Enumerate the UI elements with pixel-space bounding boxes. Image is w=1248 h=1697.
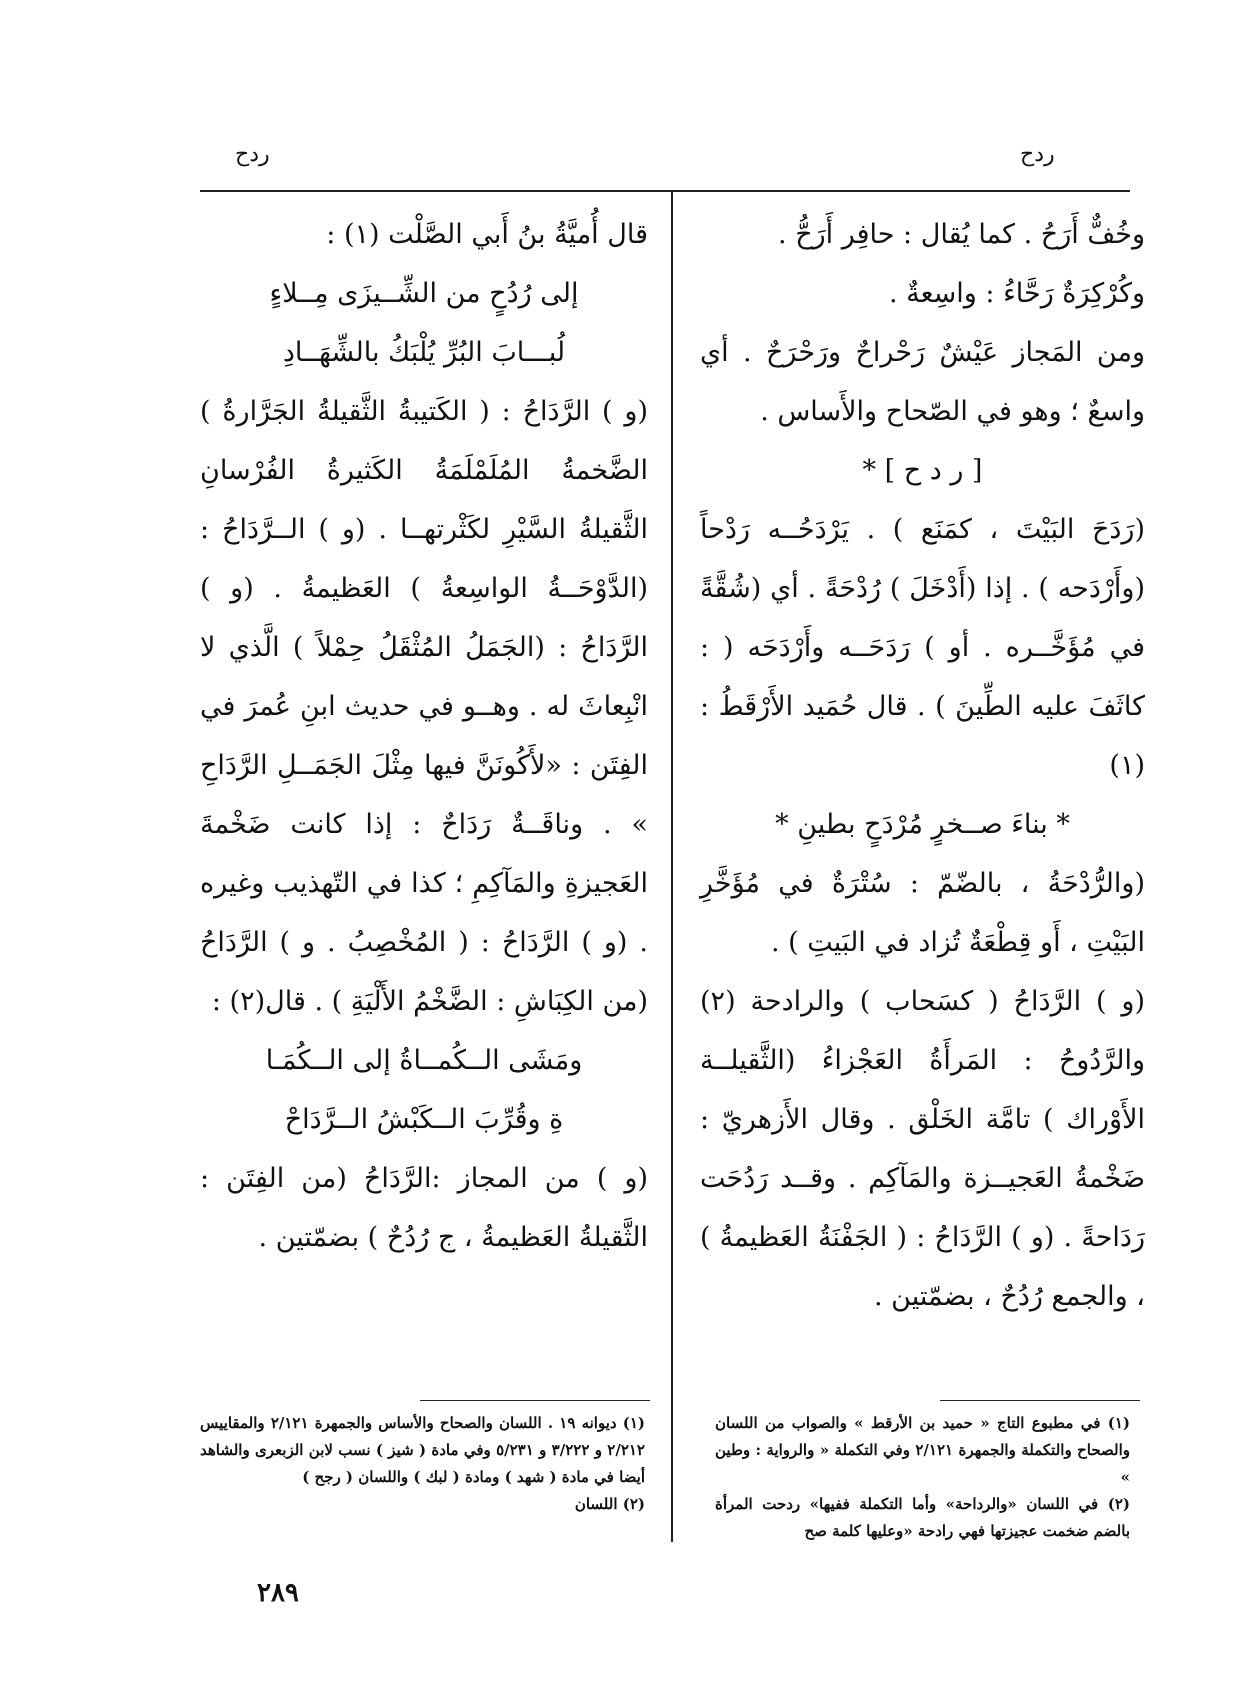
footnote-rule-left [420,1400,650,1401]
footnote: (٢) اللسان [574,1495,645,1513]
footnote: (٢) في اللسان «والرداحة» وأما التكملة ففيها» ردحت المرأة بالضم ضخمت عجيزتها فهي رادحة «وعليها كلمة صح [715,1495,1130,1540]
verse-line: إلى رُدُحٍ من الشِّــيزَى مِــلاءٍ [269,278,579,309]
footnote-rule-right [940,1400,1140,1401]
entry-heading: [ ر د ح ] * [862,455,983,486]
header-root-right: ردح [1020,142,1055,167]
column-divider [671,192,673,1542]
right-paragraph: وكُرْكِرَةٌ رَحَّاءُ : واسِعةٌ . [888,278,1145,309]
footnotes-left [200,1410,645,1518]
verse-line: * بناءَ صــخرٍ مُرْدَحٍ بطينِ * [775,809,1070,840]
footnote: (١) ديوانه ١٩ . اللسان والصحاح والأساس والجمهرة ٢/١٢١ والمقاييس ٢/٢١٢ و ٣/٢٢٢ و ٥/٢٣١ وفي مادة ( شيز ) نسب لابن الزبعرى والشاهد أيضا في مادة ( شهد ) ومادة ( لبك ) واللسان ( رجح ) [200,1414,646,1486]
verse-line: ومَشَى الــكُمــاةُ إلى الــكُمَـا [265,1045,583,1076]
right-paragraph: ومن المَجاز عَيْشٌ رَحْراحٌ ورَحْرَحٌ . أي واسعٌ ؛ وهو في الصّحاح والأَساس . [700,337,1145,427]
page-number: ٢٨٩ [257,1578,299,1608]
header-root-left: ردح [235,142,270,167]
right-paragraph: (و ) الرَّدَاحُ ( كسَحاب ) والرادحة (٢) والرَّدُوحُ : المَرأَةُ العَجْزاءُ (الثَّقيلــة الأَوْراك ) تامَّة الخَلْق . وقال الأَزهريّ : ضَخْمةُ العَجيــزة والمَآكِم . وقــد رَدُحَت رَدَاحةً . (و ) الرَّدَاحُ : ( الجَفْنَةُ العَظيمةُ ) ، والجمع رُدُحٌ ، بضمّتين . [700,986,1145,1312]
right-paragraph: وخُفٌّ أَرَحُ . كما يُقال : حافِر أَرَحُّ . [778,219,1145,250]
left-closing: (و ) من المجاز :الرَّدَاحُ (من الفِتَن : الثَّقيلةُ العَظيمةُ ، ج رُدُحٌ ) بضمّتين . [200,1163,648,1253]
right-paragraph: (والرُّدْحَةُ ، بالضّمّ : سُتْرَةٌ في مُؤَخَّرِ البَيْتِ ، أَو قِطْعَةٌ تُزاد في البَيتِ ) . [700,868,1145,958]
right-column [700,205,1145,1326]
right-paragraph: (رَدَحَ البَيْتَ ، كمَنَع ) . يَرْدَحُــه رَدْحاً (وأَرْدَحه ) . إذا (أَدْخَلَ ) رُدْحَةً . أي (شُقَّةً في مُؤَخَّــره . أو ) رَدَحَــه وأَرْدَحَه ( : كاثَفَ عليه الطِّينَ ) . قال حُمَيد الأَرْقَطُ : (١) [700,514,1145,781]
footnote: (١) في مطبوع التاج « حميد بن الأرقط » والصواب من اللسان والصحاح والتكملة والجمهرة ٢/١٢١ وفي التكملة « والرواية : وطين » [715,1414,1130,1486]
footnotes-right [715,1410,1130,1545]
verse-line: ةِ وقُرِّبَ الــكَبْشُ الــرَّدَاحْ [284,1104,564,1135]
verse-line: لُبـــابَ البُرِّ يُلْبَكُ بالشِّهَــادِ [282,337,566,368]
left-intro: قال أُميَّةُ بنُ أَبي الصَّلْت (١) : [326,219,648,250]
top-rule [200,190,1130,192]
left-column [200,205,648,1267]
left-body: (و ) الرَّدَاحُ : ( الكَتيبةُ الثَّقيلةُ الجَرَّارةُ ) الضَّخمةُ المُلَمْلَمَةُ الكَثيرةُ الفُرْسانِ الثَّقيلةُ السَّيْرِ لكَثْرتهــا . (و ) الــرَّدَاحُ : (الدَّوْحَــةُ الواسِعةُ ) العَظيمةُ . (و ) الرَّدَاحُ : (الجَمَلُ المُثْقَلُ حِمْلاً ) الَّذي لا انْبِعاثَ له . وهــو في حديث ابنِ عُمرَ في الفِتَن : «لأَكُونَنَّ فيها مِثْلَ الجَمَــلِ الرَّدَاحِ » . وناقَــةٌ رَدَاحٌ : إذا كانت ضَخْمةَ العَجيزةِ والمَآكِمِ ؛ كذا في التّهذيب وغيره . (و ) الرَّدَاحُ : ( المُخْصِبُ . و ) الرَّدَاحُ (من الكِبَاشِ : الضَّخْمُ الأَلْيَةِ ) . قال(٢) : [200,396,648,1017]
